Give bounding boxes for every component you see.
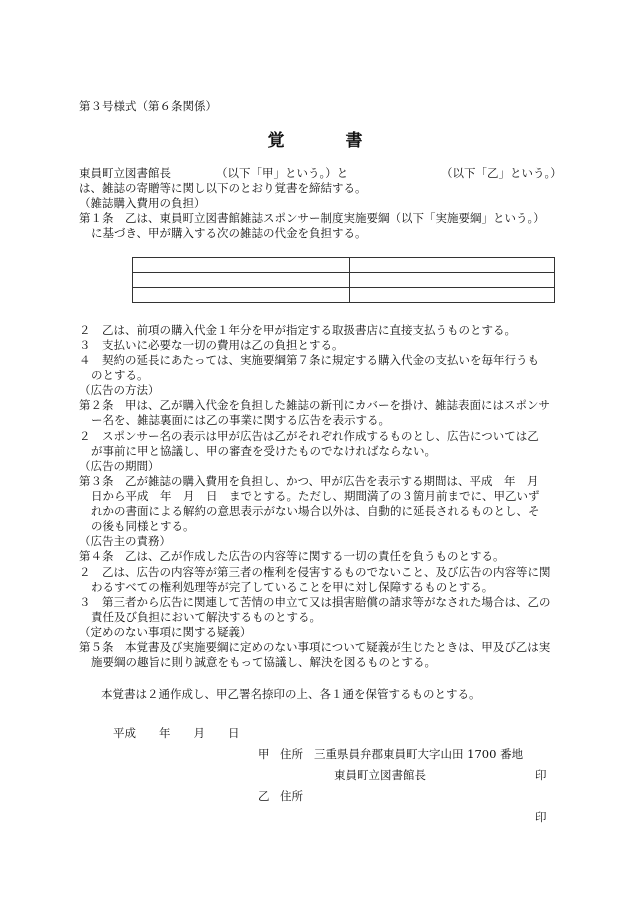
intro-party-a: 東員町立図書館長	[79, 166, 171, 180]
date-line: 平成 年 月 日	[113, 726, 240, 740]
section-5-heading: （定めのない事項に関する疑義）	[79, 625, 252, 639]
article-1-line-2: に基づき、甲が購入する次の雑誌の代金を負担する。	[91, 226, 367, 240]
document-title: 覚 書	[267, 131, 385, 151]
article-4-item-2: ２ 乙は、広告の内容等が第三者の権利を侵害するものでないこと、及び広告の内容等に関	[79, 565, 551, 579]
article-4-line-1: 第４条 乙は、乙が作成した広告の内容等に関する一切の責任を負うものとする。	[79, 549, 505, 563]
table-cell	[133, 258, 350, 273]
table-cell	[133, 288, 350, 303]
article-3-line-2: 日から平成 年 月 日 までとする。ただし、期間満了の３箇月前までに、甲乙いず	[91, 489, 540, 503]
article-2-line-1: 第２条 甲は、乙が購入代金を負担した雑誌の新刊にカバーを掛け、雑誌表面にはスポンサ	[79, 398, 551, 412]
table-cell	[133, 273, 350, 288]
table-cell	[350, 258, 555, 273]
article-2-line-2: ー名を、雑誌裏面には乙の事業に関する広告を表示する。	[91, 413, 390, 427]
article-4-item-3-cont: 責任及び負担において解決するものとする。	[91, 610, 321, 624]
table-row	[133, 273, 555, 288]
intro-party-b-alias: （以下「乙」という。）	[441, 166, 562, 180]
article-1-item-2: ２ 乙は、前項の購入代金１年分を甲が指定する取扱書店に直接支払うものとする。	[79, 323, 516, 337]
article-1-item-3: ３ 支払いに必要な一切の費用は乙の負担とする。	[79, 338, 344, 352]
magazine-table	[132, 257, 555, 303]
intro-line-2: は、雑誌の寄贈等に関し以下のとおり覚書を締結する。	[79, 181, 367, 195]
article-5-line-2: 施要綱の趣旨に則り誠意をもって協議し、解決を図るものとする。	[91, 655, 436, 669]
article-3-line-4: の後も同様とする。	[91, 519, 195, 533]
section-3-heading: （広告の期間）	[79, 459, 160, 473]
party-a-label: 甲	[258, 747, 270, 761]
section-4-heading: （広告主の責務）	[79, 534, 171, 548]
article-3-line-1: 第３条 乙が雑誌の購入費用を負担し、かつ、甲が広告を表示する期間は、平成 年 月	[79, 474, 539, 488]
party-a-address-label: 住所	[280, 747, 303, 761]
article-4-item-2-cont: わるすべての権利処理等が完了していることを甲に対し保障するものとする。	[91, 580, 494, 594]
article-5-line-1: 第５条 本覚書及び実施要綱に定めのない事項について疑義が生じたときは、甲及び乙は実	[79, 640, 551, 654]
closing-statement: 本覚書は２通作成し、甲乙署名捺印の上、各１通を保管するものとする。	[101, 687, 481, 701]
party-a-address: 三重県員弁郡東員町大字山田 1700 番地	[314, 747, 524, 761]
article-2-item-2: ２ スポンサー名の表示は甲が広告は乙がそれぞれ作成するものとし、広告については乙	[79, 429, 539, 443]
section-2-heading: （広告の方法）	[79, 383, 160, 397]
table-row	[133, 258, 555, 273]
article-1-line-1: 第１条 乙は、東員町立図書館雑誌スポンサー制度実施要綱（以下「実施要綱」という。）	[79, 211, 545, 225]
table-cell	[350, 288, 555, 303]
table-row	[133, 288, 555, 303]
form-label: 第３号様式（第６条関係）	[79, 99, 217, 113]
article-2-item-2-cont: が事前に甲と協議し、甲の審査を受けたものでなければならない。	[91, 444, 436, 458]
article-1-item-4: ４ 契約の延長にあたっては、実施要綱第７条に規定する購入代金の支払いを毎年行うも	[79, 353, 539, 367]
party-b-label: 乙	[258, 789, 270, 803]
party-b-seal: 印	[535, 810, 547, 824]
party-b-address-label: 住所	[280, 789, 303, 803]
party-a-name: 東員町立図書館長	[334, 768, 426, 782]
table-cell	[350, 273, 555, 288]
article-1-item-4-cont: のとする。	[91, 368, 149, 382]
intro-party-a-alias: （以下「甲」という。）と	[216, 166, 349, 180]
party-a-seal: 印	[535, 768, 547, 782]
article-3-line-3: れかの書面による解約の意思表示がない場合以外は、自動的に延長されるものとし、そ	[91, 504, 540, 518]
article-4-item-3: ３ 第三者から広告に関連して苦情の申立て又は損害賠償の請求等がなされた場合は、乙の	[79, 595, 551, 609]
section-1-heading: （雑誌購入費用の負担）	[79, 196, 206, 210]
